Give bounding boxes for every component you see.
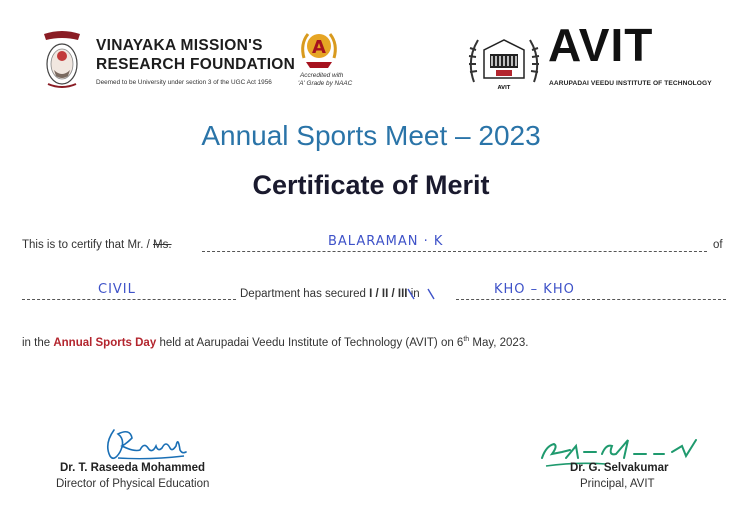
avit-emblem-icon xyxy=(466,32,542,92)
certificate-title: Certificate of Merit xyxy=(252,170,490,200)
principal-name: Dr. G. Selvakumar xyxy=(570,462,669,474)
naac-grade-text: 'A' Grade by NAAC xyxy=(298,80,353,87)
in-label: in xyxy=(410,288,420,300)
director-role: Director of Physical Education xyxy=(56,478,210,490)
ms-struck-text: Ms. xyxy=(153,239,172,251)
director-signature-icon xyxy=(100,422,192,466)
certify-line-prefix xyxy=(22,239,172,251)
avit-subtitle: AARUPADAI VEEDU INSTITUTE OF TECHNOLOGY xyxy=(549,80,712,87)
principal-role: Principal, AVIT xyxy=(580,478,655,490)
svg-text:A: A xyxy=(312,37,326,58)
department-blank-line xyxy=(22,299,236,300)
department-handwritten: CIVIL xyxy=(98,282,136,297)
vmrf-name-line1: VINAYAKA MISSION'S xyxy=(96,37,263,54)
position-tick-mark-icon xyxy=(386,286,438,302)
student-name-handwritten: BALARAMAN · K xyxy=(328,234,444,249)
vmrf-subtitle: Deemed to be University under section 3 of the UGC Act 1956 xyxy=(96,79,272,86)
sport-handwritten: KHO – KHO xyxy=(494,282,575,297)
sport-blank-line xyxy=(456,299,726,300)
date-superscript: th xyxy=(463,336,470,343)
position-options: I / II / III xyxy=(369,288,408,300)
certify-line-suffix: of xyxy=(713,239,723,251)
naac-accredited-text: Accredited with xyxy=(300,72,344,79)
department-secured-label: Department has secured xyxy=(240,288,366,300)
director-name: Dr. T. Raseeda Mohammed xyxy=(60,462,206,474)
certify-prefix-text: This is to certify that Mr. / xyxy=(22,239,154,251)
event-line-date: May, 2023. xyxy=(469,336,529,349)
name-blank-line xyxy=(202,251,707,252)
event-title: Annual Sports Meet – 2023 xyxy=(201,120,541,151)
avit-title: AVIT xyxy=(548,19,654,71)
vmrf-seal-icon xyxy=(38,30,86,92)
naac-a-grade-icon xyxy=(298,28,340,70)
svg-text:AVIT: AVIT xyxy=(497,85,511,91)
event-detail-line xyxy=(22,336,528,349)
event-line-prefix: in the xyxy=(22,336,51,349)
vmrf-name-line2: RESEARCH FOUNDATION xyxy=(96,56,296,73)
annual-sports-day-text: Annual Sports Day xyxy=(53,336,157,349)
event-line-middle: held at Aarupadai Veedu Institute of Technology (AVIT) on 6 xyxy=(159,336,464,349)
